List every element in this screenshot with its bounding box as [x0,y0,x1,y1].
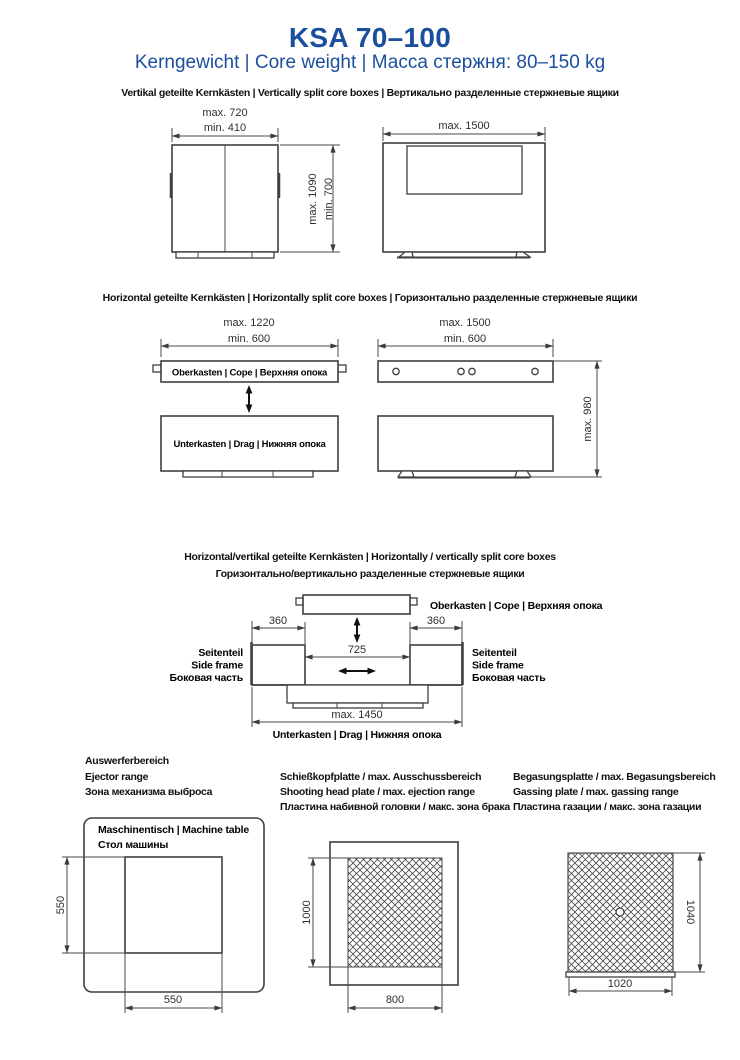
dim-width: 1020 [607,978,633,990]
gassing-plate-header: Begasungsplatte / max. Begasungsbereich Gassing plate / max. gassing range Пластина газации / макс. зона газации [513,771,716,813]
dim-width-max: max. 1500 [439,317,491,329]
page-title: KSA 70–100 [288,22,452,53]
cope-plate [378,361,553,382]
dim-width-max: max. 720 [202,107,248,119]
machine-table-diagram [50,812,285,1020]
dim-left: 360 [268,615,288,627]
drag-box [378,416,553,478]
split-direction-arrow [246,385,253,413]
bolt-hole [458,368,464,374]
dim-right: 360 [426,615,446,627]
shooting-head-plate-diagram [290,835,475,1017]
vertical-split-arrow [354,617,361,643]
svg-text:Side frame: Side frame [191,659,243,672]
core-box-outline [171,145,279,258]
svg-text:Seitenteil: Seitenteil [198,647,243,659]
bolt-hole [532,368,538,374]
dim-height-max: max. 1090 [307,173,319,225]
dim-height-max: max. 980 [582,396,594,442]
svg-text:Seitenteil: Seitenteil [472,647,517,659]
ejection-area-hatch [348,858,442,967]
svg-text:Боковая часть: Боковая часть [169,672,243,684]
section3-header-line2: Горизонтально/вертикально разделенные стержневые ящики [215,568,525,580]
section2-left-diagram [140,312,370,484]
left-side-frame [252,645,305,685]
center-hole [616,908,624,916]
dim-height: 1000 [301,900,313,925]
dim-width-min: min. 410 [203,122,247,134]
right-foot [515,471,531,477]
dim-width-min: min. 600 [227,333,271,345]
shooting-head-plate-header: Schießkopfplatte / max. Ausschussbereich Shooting head plate / max. ejection range Пластина набивной головки / макс. зона брака [280,771,510,813]
right-side-frame [410,645,462,685]
side-frame-label-right [472,647,546,684]
dim-width-max: max. 1500 [438,120,490,132]
core-box-outline [383,143,545,258]
section2-header: Horizontal geteilte Kernkästen | Horizontally split core boxes | Горизонтально разделенные стержневые ящики [102,292,638,304]
page-subtitle: Kerngewicht | Core weight | Масса стержня: 80–150 kg [134,52,606,73]
dim-height-min: min. 700 [323,177,335,221]
ejector-range-header: Auswerferbereich Ejector range Зона механизма выброса [85,755,213,798]
dim-width-max: max. 1220 [223,317,275,329]
machine-table-label-line2: Стол машины [98,839,169,851]
section3-diagram [130,588,610,750]
dim-center: 725 [347,644,367,656]
cope-label: Oberkasten | Cope | Верхняя опока [171,367,328,379]
gassing-plate-diagram [540,835,740,1005]
drag-base [287,685,428,708]
section1-header: Vertikal geteilte Kernkästen | Vertically split core boxes | Вертикально разделенные стержневые ящики [121,87,619,99]
bolt-hole [469,368,475,374]
ejector-area-outline [125,857,222,953]
section2-right-diagram [370,312,615,487]
cope-label: Oberkasten | Cope | Верхняя опока [430,600,603,612]
dim-height: 550 [55,895,67,915]
plate-base [566,972,675,977]
drag-label: Unterkasten | Drag | Нижняя опока [272,729,442,741]
machine-table-label-line1: Maschinentisch | Machine table [98,824,249,836]
dim-height: 1040 [684,899,696,925]
dim-width: 800 [385,994,405,1006]
svg-text:Боковая часть: Боковая часть [472,672,546,684]
bolt-hole [393,368,399,374]
section1-right-diagram [370,100,620,272]
drag-box [161,416,338,477]
section1-left-diagram [140,100,365,272]
drag-label: Unterkasten | Drag | Нижняя опока [173,439,326,450]
cope-box [296,595,417,614]
dim-width: 550 [163,994,183,1006]
dim-total: max. 1450 [331,709,383,721]
section3-header-line1: Horizontal/vertikal geteilte Kernkästen | Horizontally / vertically split core boxes [184,551,556,563]
cope-box [153,361,346,382]
left-foot [398,471,414,477]
svg-text:Side frame: Side frame [472,659,524,672]
dim-width-min: min. 600 [443,333,487,345]
horizontal-split-arrow [338,668,376,675]
side-frame-label-left [170,647,244,684]
